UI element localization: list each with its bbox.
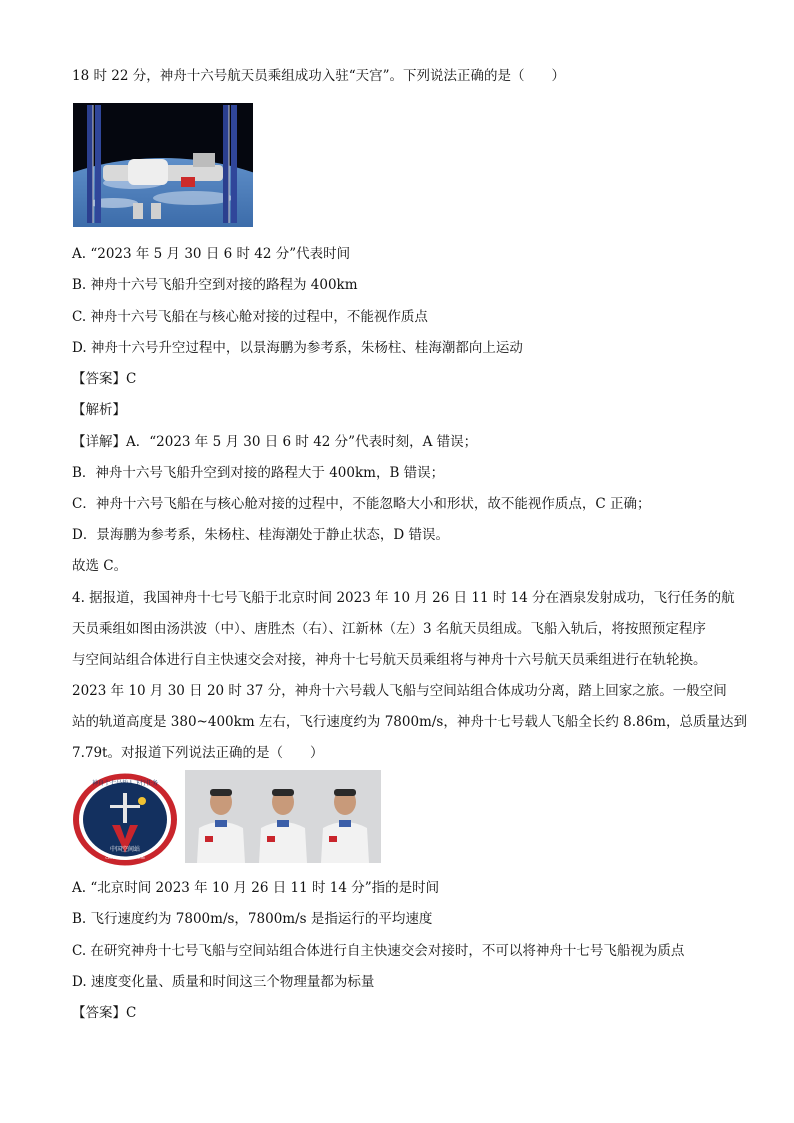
- space-station-image: [73, 103, 253, 227]
- q3-option-b: B. 神舟十六号飞船升空到对接的路程为 400km: [72, 277, 358, 293]
- q4-stem-line-5: 站的轨道高度是 380~400km 左右，飞行速度约为 7800m/s，神舟十七号载人飞船全长约 8.86m，总质量达到: [72, 714, 747, 730]
- answer-value: C: [126, 371, 137, 387]
- q3-analysis-tag: 【解析】: [72, 402, 126, 418]
- q4-stem-line-6: 7.79t。对报道下列说法正确的是（ ）: [72, 745, 324, 761]
- q4-stem-line-1: 4. 据报道，我国神舟十七号飞船于北京时间 2023 年 10 月 26 日 11 时 14 分在酒泉发射成功，飞行任务的航: [72, 590, 735, 606]
- q3-option-d: D. 神舟十六号升空过程中，以景海鹏为参考系，朱杨柱、桂海潮都向上运动: [72, 340, 523, 356]
- badge-top-text: 神舟十七号载人飞行任务: [91, 780, 159, 787]
- q4-stem-line-4: 2023 年 10 月 30 日 20 时 37 分，神舟十六号载人飞船与空间站组合体成功分离，踏上回家之旅。一般空间: [72, 683, 727, 699]
- q4-option-d: D. 速度变化量、质量和时间这三个物理量都为标量: [72, 974, 375, 990]
- q3-stem: 18 时 22 分，神舟十六号航天员乘组成功入驻“天宫”。下列说法正确的是（ ）: [72, 68, 566, 84]
- q3-detail-line-c: C．神舟十六号飞船在与核心舱对接的过程中，不能忽略大小和形状，故不能视作质点，C 正确；: [72, 496, 651, 512]
- detail-tag: 【详解】: [72, 434, 126, 450]
- q3-option-a: A. “2023 年 5 月 30 日 6 时 42 分”代表时间: [72, 246, 351, 262]
- astronauts-image: [185, 770, 381, 863]
- badge-bottom-text: 中国空间站: [109, 846, 141, 853]
- q4-option-b: B. 飞行速度约为 7800m/s，7800m/s 是指运行的平均速度: [72, 911, 433, 927]
- q3-option-c: C. 神舟十六号飞船在与核心舱对接的过程中，不能视作质点: [72, 309, 428, 325]
- q4-option-c: C. 在研究神舟十七号飞船与空间站组合体进行自主快速交会对接时，不可以将神舟十七号飞船视为质点: [72, 943, 685, 959]
- q3-answer: [72, 369, 136, 389]
- q3-conclusion: 故选 C。: [72, 558, 128, 574]
- q3-detail-line-d: D．景海鹏为参考系，朱杨柱、桂海潮处于静止状态，D 错误。: [72, 527, 449, 543]
- q3-detail-line-a: [72, 432, 477, 452]
- badge-en-text: CHINA SPACE STATION: [105, 856, 145, 860]
- mission-badge-image: [72, 773, 178, 866]
- answer-value: C: [126, 1005, 137, 1021]
- q4-answer: [72, 1003, 136, 1023]
- answer-tag: 【答案】: [72, 371, 126, 387]
- q4-option-a: A. “北京时间 2023 年 10 月 26 日 11 时 14 分”指的是时间: [72, 880, 440, 896]
- detail-text: A．“2023 年 5 月 30 日 6 时 42 分”代表时刻，A 错误；: [126, 434, 478, 450]
- q3-detail-line-b: B．神舟十六号飞船升空到对接的路程大于 400km，B 错误；: [72, 465, 445, 481]
- q4-stem-line-3: 与空间站组合体进行自主快速交会对接，神舟十七号航天员乘组将与神舟十六号航天员乘组进行在轨轮换。: [72, 652, 707, 668]
- q4-stem-line-2: 天员乘组如图由汤洪波（中）、唐胜杰（右）、江新林（左）3 名航天员组成。飞船入轨后，将按照预定程序: [72, 621, 706, 637]
- answer-tag: 【答案】: [72, 1005, 126, 1021]
